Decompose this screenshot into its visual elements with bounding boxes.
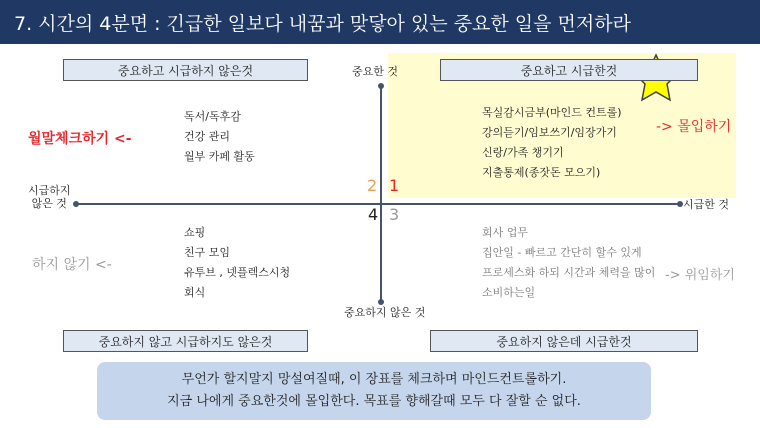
q1-item: 강의듣기/임보쓰기/임장가기 <box>482 126 617 139</box>
top-axis-dot <box>378 83 384 89</box>
q3-item: 집안일 - 빠르고 간단히 할수 있게 <box>482 246 642 259</box>
left-axis-dot <box>73 201 79 207</box>
axis-label-urgent: 시급한 것 <box>683 198 730 211</box>
quadrant-number-4: 4 <box>368 205 379 224</box>
quadrant1-label: 중요하고 시급한것 <box>440 59 698 81</box>
q2-item: 건강 관리 <box>184 130 231 143</box>
quadrant2-label: 중요하고 시급하지 않은것 <box>63 59 308 81</box>
q2-item: 독서/독후감 <box>184 110 241 123</box>
summary-line-2: 지금 나에게 중요한것에 몰입한다. 목표를 향해갈때 모두 다 잘할 순 없다. <box>167 394 581 409</box>
action-dont-do: 하지 않기 <- <box>32 257 112 273</box>
action-immerse: -> 몰입하기 <box>656 119 732 135</box>
axis-label-important: 중요한 것 <box>352 65 399 78</box>
axis-label-not-urgent-line2: 않은 것 <box>31 197 67 210</box>
q2-item: 월부 카페 활동 <box>184 150 255 163</box>
q4-item: 유투브 , 넷플렉스시청 <box>184 266 291 279</box>
q1-item: 신랑/가족 챙기기 <box>482 146 564 159</box>
q1-item: 목실감시금부(마인드 컨트롤) <box>482 106 622 119</box>
quadrant4-label: 중요하지 않고 시급하지도 않은것 <box>63 330 308 352</box>
q3-item: 소비하는일 <box>482 286 536 299</box>
axis-label-not-urgent-line1: 시급하지 <box>28 184 71 197</box>
quadrant-number-2: 2 <box>367 176 378 195</box>
action-delegate: -> 위임하기 <box>665 268 735 283</box>
q4-item: 친구 모임 <box>184 246 231 259</box>
quadrant-number-3: 3 <box>389 205 400 224</box>
q1-item: 지출통제(종잣돈 모으기) <box>482 166 601 179</box>
q4-item: 쇼핑 <box>184 226 206 239</box>
axis-label-not-important: 중요하지 않은 것 <box>344 306 426 319</box>
q4-item: 회식 <box>184 286 206 299</box>
quadrant-number-1: 1 <box>389 176 400 195</box>
summary-line-1: 무언가 할지말지 망설여질때, 이 장표를 체크하며 마인드컨트롤하기. <box>181 372 567 387</box>
page-title: 7. 시간의 4분면 : 긴급한 일보다 내꿈과 맞닿아 있는 중요한 일을 먼저하라 <box>14 13 631 35</box>
summary-note <box>97 362 651 420</box>
q3-item: 회사 업무 <box>482 226 529 239</box>
action-monthly-check: 월말체크하기 <- <box>28 131 132 147</box>
q3-item: 프로세스화 하되 시간과 체력을 많이 <box>482 266 656 279</box>
axis-label-not-urgent <box>28 184 71 210</box>
quadrant3-label: 중요하지 않은데 시급한것 <box>430 330 698 352</box>
